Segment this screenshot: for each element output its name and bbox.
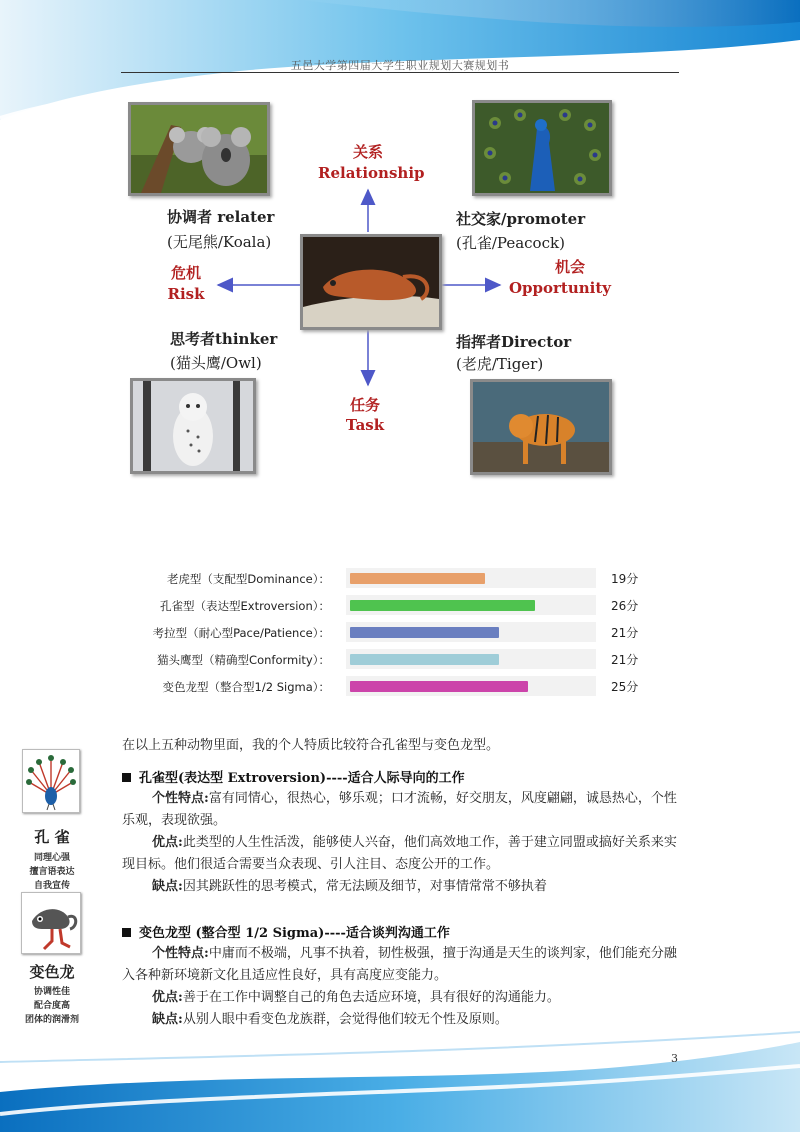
peacock-trait-label: 个性特点: <box>152 791 209 806</box>
peacock-adv-text: 此类型的人生性活泼，能够使人兴奋，他们高效地工作，善于建立同盟或搞好关系来实现目标。他们很适合需要当众表现、引人注目、态度公开的工作。 <box>122 835 677 872</box>
peacock-dis-text: 因其跳跃性的思考模式，常无法顾及细节，对事情常常不够执着 <box>182 879 547 894</box>
bar-score: 25分 <box>611 680 639 694</box>
chameleon-trait-text: 中庸而不极端，凡事不执着，韧性极强，擅于沟通是天生的谈判家，他们能充分融入各种新环境新文化且适应性良好，具有高度应变能力。 <box>122 946 677 983</box>
heading-bullet <box>122 773 131 782</box>
right-axis-cn: 机会 <box>554 258 585 276</box>
director-name: 指挥者Director <box>456 333 572 351</box>
chameleon-side-line-2: 配合度高 <box>33 1001 70 1011</box>
bar-fill <box>350 627 499 638</box>
chameleon-side-title: 变色龙 <box>29 963 75 981</box>
chameleon-adv-text: 善于在工作中调整自己的角色去适应环境，具有很好的沟通能力。 <box>182 990 560 1005</box>
thinker-name: 思考者thinker <box>170 330 278 348</box>
intro-paragraph: 在以上五种动物里面，我的个人特质比较符合孔雀型与变色龙型。 <box>122 738 500 753</box>
top-axis-en: Relationship <box>318 164 425 182</box>
peacock-dis-label: 缺点: <box>152 879 183 894</box>
bar-track <box>346 568 596 588</box>
bar-label: 老虎型（支配型Dominance）： <box>166 572 330 586</box>
relater-name: 协调者 relater <box>167 208 275 226</box>
chameleon-dis-text: 从别人眼中看变色龙族群，会觉得他们较无个性及原则。 <box>182 1012 508 1027</box>
chameleon-advantages <box>122 987 682 1009</box>
bar-label: 考拉型（耐心型Pace/Patience）： <box>152 626 330 640</box>
bar-label: 孔雀型（表达型Extroversion）： <box>160 599 330 613</box>
relater-sub: (无尾熊/Koala) <box>167 233 272 251</box>
left-axis-cn: 危机 <box>170 264 201 282</box>
peacock-heading <box>122 767 682 786</box>
bottom-axis-cn: 任务 <box>349 396 380 414</box>
bar-score: 19分 <box>611 572 639 586</box>
left-axis-en: Risk <box>167 285 205 303</box>
bar-fill <box>350 654 499 665</box>
bar-track <box>346 676 596 696</box>
chameleon-photo <box>300 234 442 330</box>
chameleon-heading <box>122 922 682 941</box>
heading-bullet <box>122 928 131 937</box>
page-number: 3 <box>671 1052 678 1065</box>
bar-track <box>346 649 596 669</box>
promoter-sub: (孔雀/Peacock) <box>456 234 565 252</box>
chameleon-side-line-3: 团体的润滑剂 <box>24 1015 79 1025</box>
chameleon-adv-label: 优点: <box>152 990 183 1005</box>
top-axis-cn: 关系 <box>352 143 383 161</box>
chameleon-trait-label: 个性特点: <box>152 946 209 961</box>
peacock-advantages <box>122 832 682 876</box>
peacock-disadvantages <box>122 876 682 898</box>
bar-fill <box>350 600 535 611</box>
koala-photo <box>128 102 270 196</box>
bar-score: 21分 <box>611 626 639 640</box>
peacock-traits <box>122 788 682 832</box>
bar-score: 21分 <box>611 653 639 667</box>
bar-label: 猫头鹰型（精确型Conformity）： <box>157 653 330 667</box>
peacock-side-title: 孔 雀 <box>34 828 70 846</box>
peacock-trait-text: 富有同情心，很热心，够乐观；口才流畅，好交朋友，风度翩翩，诚恳热心，个性乐观，表现欲强。 <box>122 791 677 828</box>
peacock-heading-text: 孔雀型(表达型 Extroversion)----适合人际导向的工作 <box>139 771 465 786</box>
peacock-photo <box>472 100 612 196</box>
thinker-sub: (猫头鹰/Owl) <box>170 354 262 372</box>
bar-track <box>346 595 596 615</box>
peacock-adv-label: 优点: <box>152 835 183 850</box>
bar-track <box>346 622 596 642</box>
footer-wave-decoration <box>0 1022 800 1132</box>
bar-label: 变色龙型（整合型1/2 Sigma）： <box>162 680 330 694</box>
chameleon-dis-label: 缺点: <box>152 1012 183 1027</box>
page-header-title: 五邑大学第四届大学生职业规划大赛规划书 <box>290 59 510 72</box>
peacock-side-line-2: 擅言语表达 <box>29 867 75 877</box>
chameleon-traits <box>122 943 682 987</box>
director-sub: (老虎/Tiger) <box>456 355 544 373</box>
owl-photo <box>130 378 256 474</box>
chameleon-side-line-1: 协调性佳 <box>33 987 70 997</box>
peacock-side-icon <box>22 749 80 813</box>
bottom-axis-en: Task <box>345 416 385 434</box>
peacock-side-line-3: 自我宣传 <box>33 881 70 891</box>
chameleon-side-icon <box>21 892 81 954</box>
bar-score: 26分 <box>611 599 639 613</box>
bar-fill <box>350 681 528 692</box>
right-axis-en: Opportunity <box>508 279 612 297</box>
peacock-side-line-1: 同理心强 <box>33 853 70 863</box>
bar-fill <box>350 573 485 584</box>
tiger-photo <box>470 379 612 475</box>
promoter-name: 社交家/promoter <box>456 210 586 228</box>
chameleon-heading-text: 变色龙型 (整合型 1/2 Sigma)----适合谈判沟通工作 <box>139 926 450 941</box>
